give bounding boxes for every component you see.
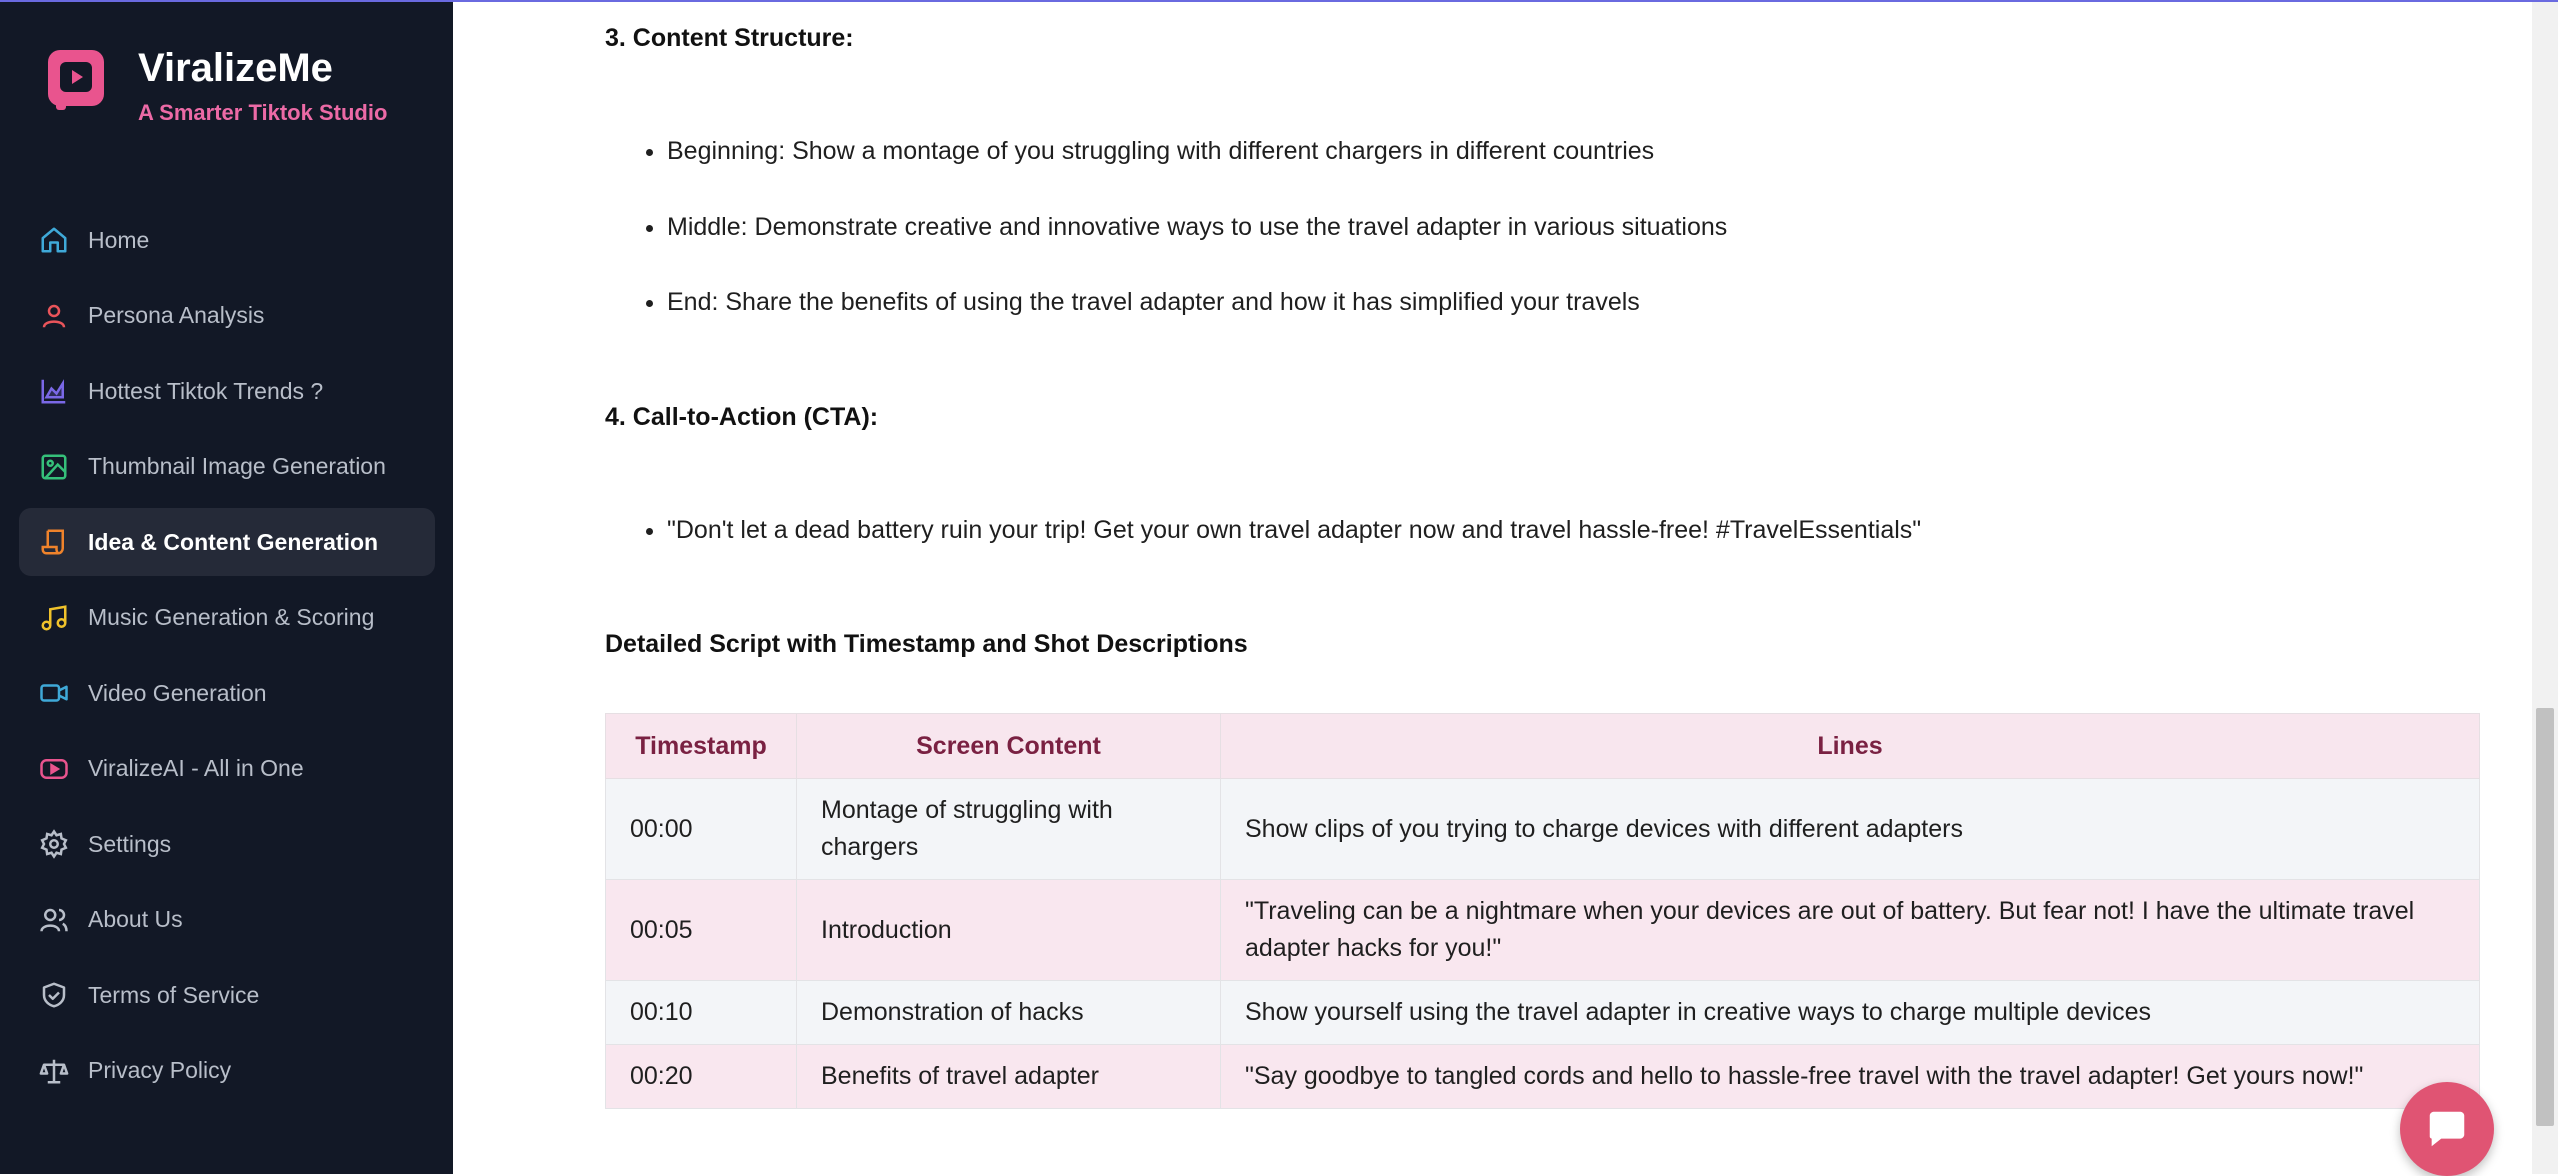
list-item: • Middle: Demonstrate creative and innovative ways to use the travel adapter in various situations: [667, 212, 1727, 288]
main-content: [453, 0, 2532, 1174]
lines-cell: "Traveling can be a nightmare when your devices are out of battery. But fear not! I have the ultimate travel adapter hacks for you!": [1221, 880, 2480, 981]
sidebar-item-terms[interactable]: [19, 961, 435, 1029]
top-accent-line: [0, 0, 2558, 2]
scale-icon: [39, 1056, 69, 1086]
list-item: • End: Share the benefits of using the travel adapter and how it has simplified your travels: [667, 287, 1727, 363]
scrollbar-thumb[interactable]: [2536, 708, 2554, 1126]
sidebar-item-viralizeai[interactable]: [19, 735, 435, 803]
list-item: • "Don't let a dead battery ruin your trip! Get your own travel adapter now and travel hassle-free! #TravelEssentials": [667, 515, 1921, 591]
sidebar-item-privacy[interactable]: [19, 1037, 435, 1105]
lines-cell: Show clips of you trying to charge devices with different adapters: [1221, 779, 2480, 880]
sidebar-item-label: Idea & Content Generation: [88, 528, 379, 555]
screen-content-cell: Introduction: [797, 880, 1221, 981]
script-heading: Detailed Script with Timestamp and Shot Descriptions: [605, 630, 1248, 658]
sidebar-item-video[interactable]: [19, 659, 435, 727]
video-icon: [39, 678, 69, 708]
youtube-icon: [39, 754, 69, 784]
users-icon: [39, 905, 69, 935]
table-row: [606, 880, 2480, 981]
brand[interactable]: [46, 48, 387, 126]
chat-bubble-icon: [2424, 1106, 2470, 1152]
sidebar-item-label: Settings: [88, 830, 172, 857]
sidebar-item-label: Home: [88, 226, 150, 253]
lines-cell: "Say goodbye to tangled cords and hello to hassle-free travel with the travel adapter! Get yours now!": [1221, 1045, 2480, 1109]
cta-list: [605, 515, 1921, 591]
sidebar-nav: [19, 206, 435, 1112]
sidebar-item-label: Terms of Service: [88, 981, 260, 1008]
sidebar-item-thumbnail[interactable]: [19, 433, 435, 501]
screen-content-cell: Montage of struggling with chargers: [797, 779, 1221, 880]
sidebar: [0, 0, 453, 1174]
list-item: • Beginning: Show a montage of you struggling with different chargers in different countries: [667, 136, 1727, 212]
sidebar-item-label: ViralizeAI - All in One: [88, 755, 304, 781]
play-tile-icon: [46, 48, 106, 112]
sidebar-item-home[interactable]: [19, 206, 435, 274]
music-icon: [39, 603, 69, 633]
sidebar-item-label: Video Generation: [88, 679, 267, 706]
table-row: [606, 1045, 2480, 1109]
sidebar-item-music[interactable]: [19, 584, 435, 652]
sidebar-item-label: About Us: [88, 906, 183, 932]
brand-tagline: A Smarter Tiktok Studio: [138, 100, 388, 125]
scroll-icon: [39, 527, 69, 557]
sidebar-item-settings[interactable]: [19, 810, 435, 878]
cta-heading: 4. Call-to-Action (CTA):: [605, 403, 879, 431]
gear-icon: [39, 829, 69, 859]
timestamp-cell: 00:10: [606, 981, 797, 1045]
timestamp-cell: 00:05: [606, 880, 797, 981]
lines-cell: Show yourself using the travel adapter in creative ways to charge multiple devices: [1221, 981, 2480, 1045]
screen-content-cell: Demonstration of hacks: [797, 981, 1221, 1045]
column-header-lines: Lines: [1221, 714, 2480, 779]
sidebar-item-label: Privacy Policy: [88, 1057, 232, 1083]
sidebar-item-label: Music Generation & Scoring: [88, 604, 375, 630]
table-header-row: [606, 714, 2480, 779]
screen-content-cell: Benefits of travel adapter: [797, 1045, 1221, 1109]
sidebar-item-label: Persona Analysis: [88, 302, 265, 328]
sidebar-item-about-us[interactable]: [19, 886, 435, 954]
chart-icon: [39, 376, 69, 406]
sidebar-item-trends[interactable]: [19, 357, 435, 425]
column-header-timestamp: Timestamp: [606, 714, 797, 779]
sidebar-item-persona-analysis[interactable]: [19, 282, 435, 350]
timestamp-cell: 00:20: [606, 1045, 797, 1109]
script-table: [605, 713, 2480, 1109]
home-icon: [39, 225, 69, 255]
content-structure-list: [605, 136, 1727, 363]
user-icon: [39, 301, 69, 331]
table-row: [606, 981, 2480, 1045]
table-row: [606, 779, 2480, 880]
handshake-icon: [39, 980, 69, 1010]
sidebar-item-label: Thumbnail Image Generation: [88, 453, 386, 479]
sidebar-item-label: Hottest Tiktok Trends ?: [88, 377, 324, 404]
column-header-screen-content: Screen Content: [797, 714, 1221, 779]
brand-name: ViralizeMe: [138, 46, 333, 90]
page-scrollbar[interactable]: [2532, 0, 2558, 1174]
image-icon: [39, 452, 69, 482]
timestamp-cell: 00:00: [606, 779, 797, 880]
chat-button[interactable]: [2400, 1082, 2494, 1176]
sidebar-item-idea-content[interactable]: [19, 508, 435, 576]
content-structure-heading: 3. Content Structure:: [605, 24, 854, 52]
